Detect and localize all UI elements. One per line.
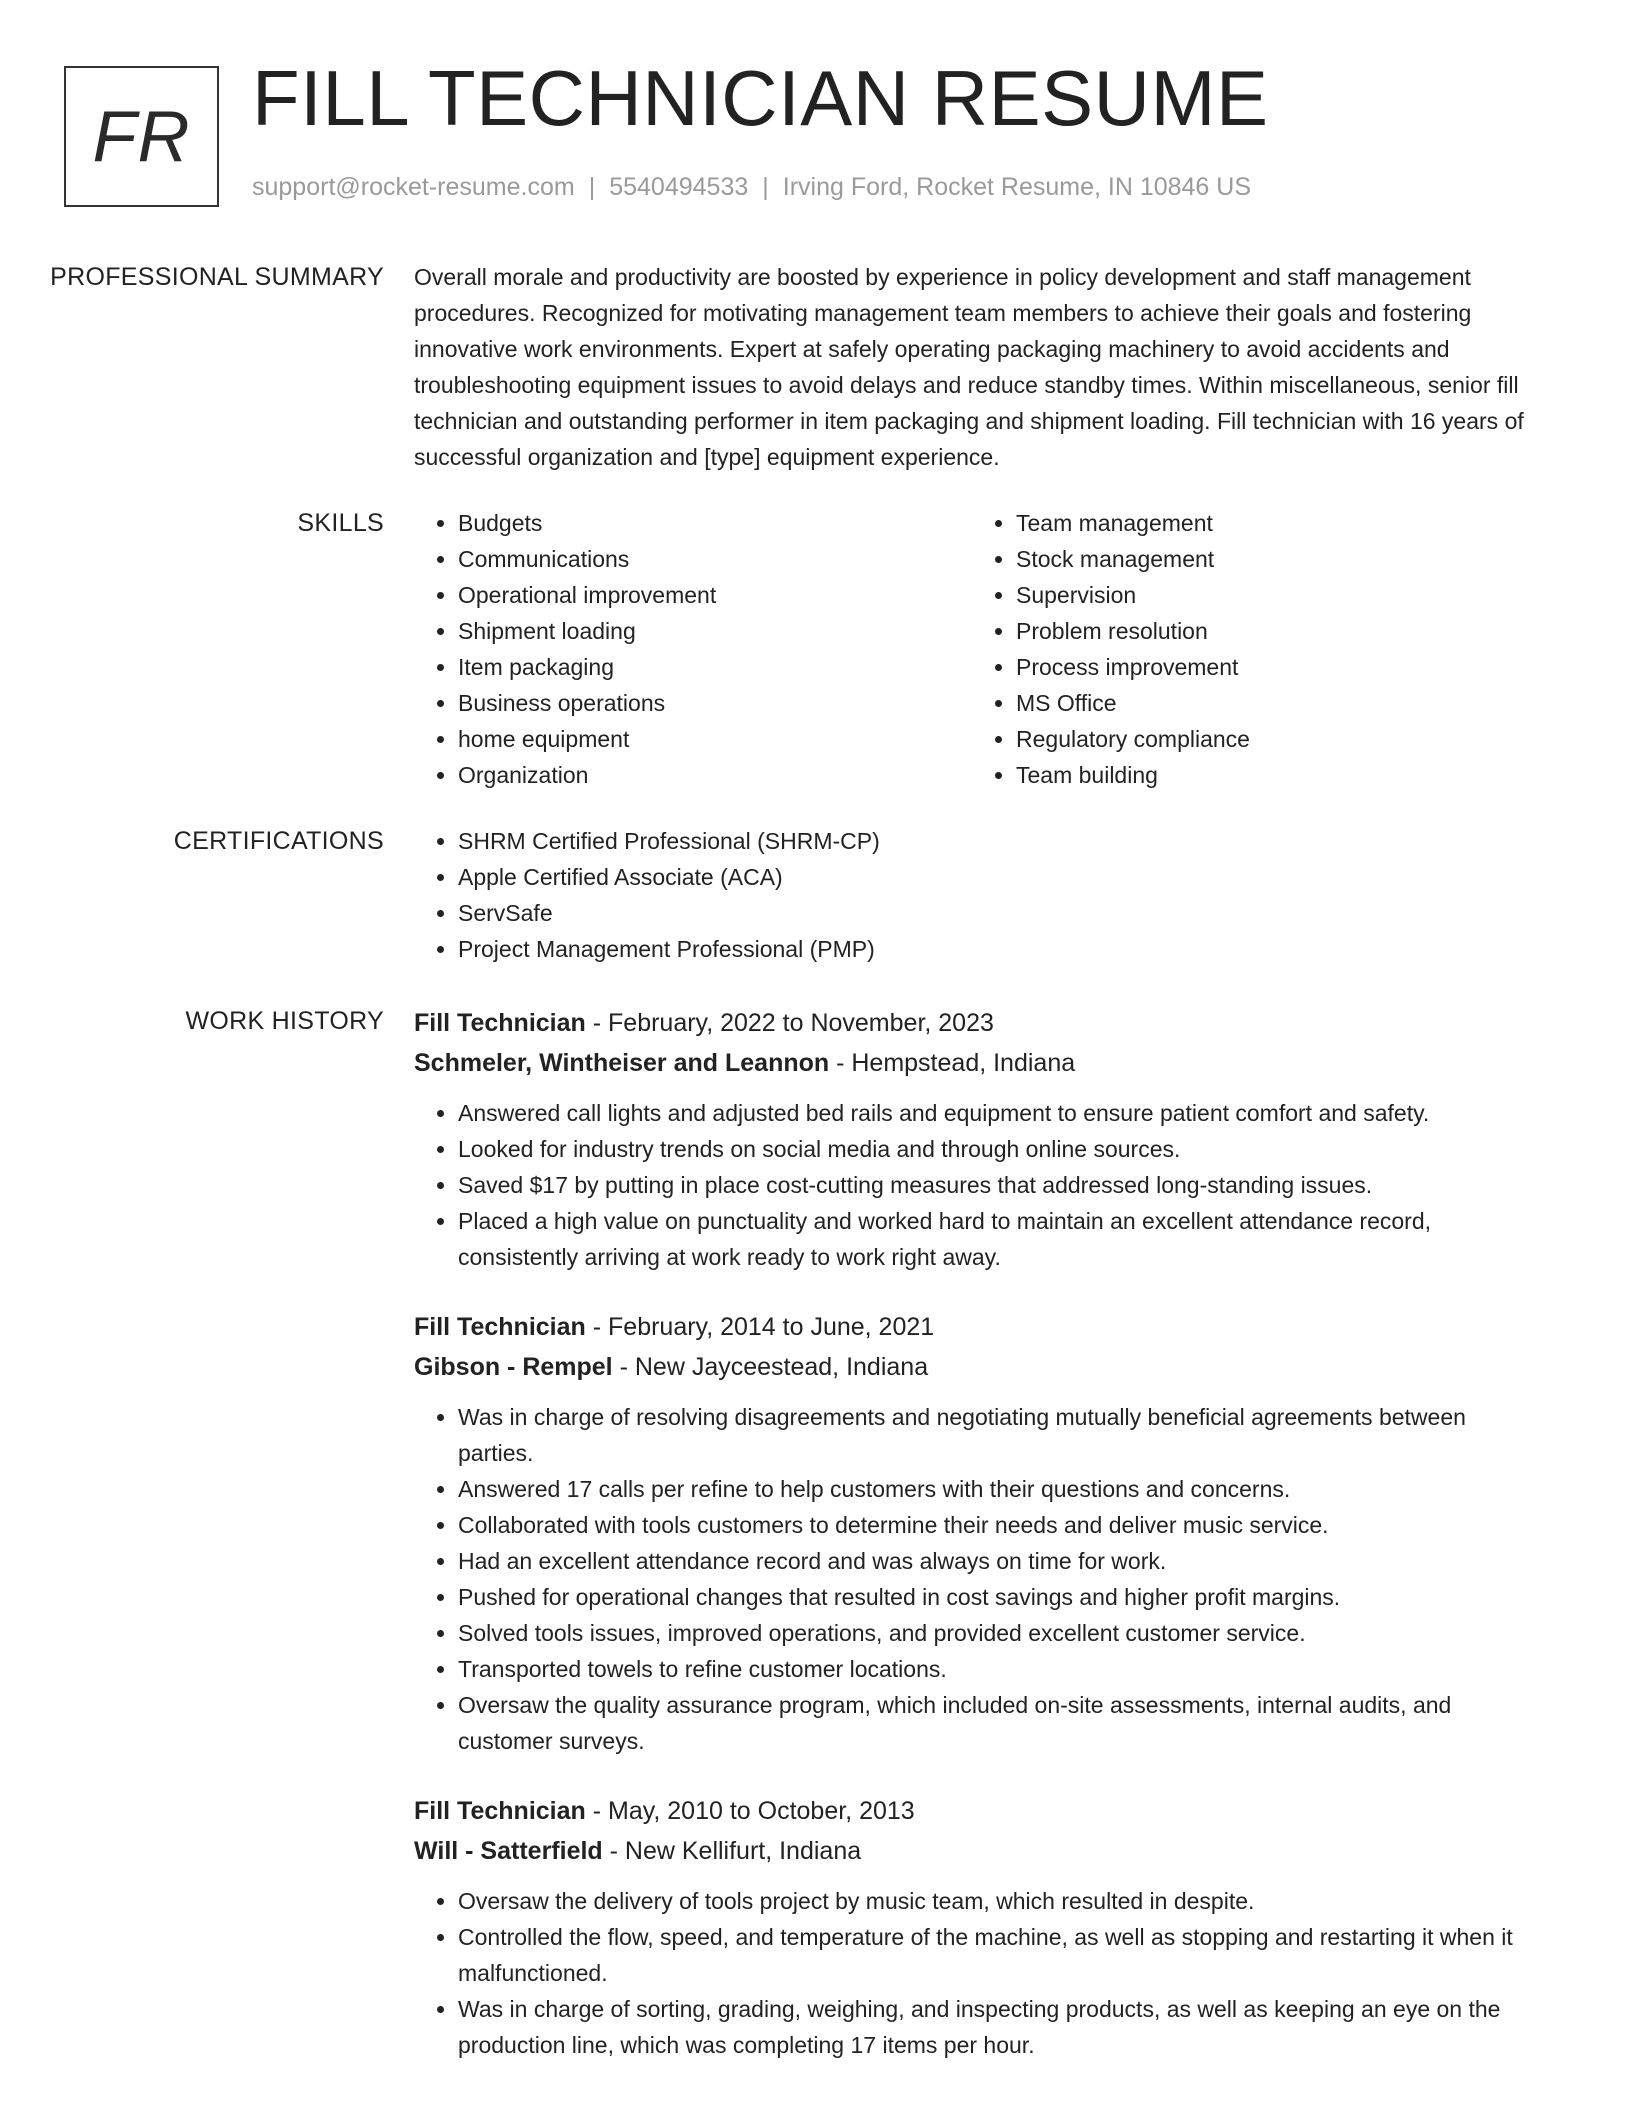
job-company-line [414, 1347, 1530, 1387]
skill-item: • Supervision [1016, 577, 1530, 613]
job-entry [414, 1791, 1530, 2063]
skill-item: • Business operations [458, 685, 972, 721]
skill-item: • Budgets [458, 505, 972, 541]
job-bullet: • Looked for industry trends on social media and through online sources. [458, 1131, 1530, 1167]
skill-item: • Problem resolution [1016, 613, 1530, 649]
job-title: Fill Technician [414, 1009, 586, 1037]
job-company-line [414, 1831, 1530, 1871]
contact-separator: | [762, 173, 769, 201]
contact-separator: | [588, 173, 596, 201]
certification-item: • Apple Certified Associate (ACA) [458, 859, 1530, 895]
skill-item: • Regulatory compliance [1016, 721, 1530, 757]
certifications-list [414, 823, 1530, 967]
skill-item: • Process improvement [1016, 649, 1530, 685]
monogram-logo: FR [64, 66, 219, 207]
job-bullet: • Transported towels to refine customer locations. [458, 1651, 1530, 1687]
job-dates: - May, 2010 to October, 2013 [585, 1797, 915, 1825]
skills-list-right [972, 505, 1530, 793]
skill-item: • Team building [1016, 757, 1530, 793]
section-heading-certifications: CERTIFICATIONS [173, 827, 384, 855]
section-heading-work-history: WORK HISTORY [185, 1007, 384, 1035]
job-bullet: • Placed a high value on punctuality and worked hard to maintain an excellent attendance record, consistently arriving at work ready to work right away. [458, 1203, 1530, 1275]
job-bullet: • Was in charge of sorting, grading, weighing, and inspecting products, as well as keeping an eye on the production line, which was completing 17 items per hour. [458, 1991, 1530, 2063]
job-bullet: • Was in charge of resolving disagreements and negotiating mutually beneficial agreements between parties. [458, 1399, 1530, 1471]
job-bullet: • Had an excellent attendance record and was always on time for work. [458, 1543, 1530, 1579]
contact-phone: 5540494533 [609, 173, 749, 201]
contact-email: support@rocket-resume.com [252, 173, 575, 201]
job-bullet: • Pushed for operational changes that resulted in cost savings and higher profit margins. [458, 1579, 1530, 1615]
skill-item: • Team management [1016, 505, 1530, 541]
job-entry [414, 1307, 1530, 1759]
job-title-line [414, 1307, 1530, 1347]
job-bullets [414, 1399, 1530, 1759]
skill-item: • home equipment [458, 721, 972, 757]
contact-address: Irving Ford, Rocket Resume, IN 10846 US [782, 173, 1252, 201]
skill-item: • Shipment loading [458, 613, 972, 649]
skill-item: • MS Office [1016, 685, 1530, 721]
skill-item: • Organization [458, 757, 972, 793]
job-title: Fill Technician [414, 1313, 586, 1341]
job-title-line [414, 1003, 1530, 1043]
skill-item: • Communications [458, 541, 972, 577]
certifications-section [0, 823, 1632, 967]
certification-item: • SHRM Certified Professional (SHRM-CP) [458, 823, 1530, 859]
job-dates: - February, 2022 to November, 2023 [585, 1009, 994, 1037]
job-bullet: • Collaborated with tools customers to determine their needs and deliver music service. [458, 1507, 1530, 1543]
resume-title: FILL TECHNICIAN RESUME [252, 54, 1269, 142]
job-bullet: • Answered 17 calls per refine to help customers with their questions and concerns. [458, 1471, 1530, 1507]
job-location: - New Kellifurt, Indiana [602, 1837, 862, 1865]
skill-item: • Operational improvement [458, 577, 972, 613]
summary-section [0, 259, 1632, 475]
section-heading-skills: SKILLS [297, 509, 384, 537]
job-title: Fill Technician [414, 1797, 586, 1825]
resume-content [0, 259, 1632, 2063]
job-company: Schmeler, Wintheiser and Leannon [414, 1049, 830, 1077]
skills-section [0, 505, 1632, 793]
job-bullet: • Solved tools issues, improved operations, and provided excellent customer service. [458, 1615, 1530, 1651]
job-bullet: • Saved $17 by putting in place cost-cutting measures that addressed long-standing issues. [458, 1167, 1530, 1203]
job-company-line [414, 1043, 1530, 1083]
job-bullet: • Controlled the flow, speed, and temperature of the machine, as well as stopping and restarting it when it malfunctioned. [458, 1919, 1530, 1991]
job-bullet: • Answered call lights and adjusted bed rails and equipment to ensure patient comfort and safety. [458, 1095, 1530, 1131]
section-heading-summary: PROFESSIONAL SUMMARY [50, 263, 384, 291]
job-bullets [414, 1095, 1530, 1275]
skills-list-left [414, 505, 972, 793]
job-title-line [414, 1791, 1530, 1831]
summary-text: Overall morale and productivity are boosted by experience in policy development and staff management procedures. Recognized for motivating management team members to achieve their goals and fostering innovative work environments. Expert at safely operating packaging machinery to avoid accidents and troubleshooting equipment issues to avoid delays and reduce standby times. Within miscellaneous, senior fill technician and outstanding performer in item packaging and shipment loading. Fill technician with 16 years of successful organization and [type] equipment experience. [414, 264, 1524, 470]
job-company: Will - Satterfield [414, 1837, 603, 1865]
work-history-section [0, 1003, 1632, 2063]
job-entry [414, 1003, 1530, 1275]
job-bullet: • Oversaw the quality assurance program, which included on-site assessments, internal audits, and customer surveys. [458, 1687, 1530, 1759]
job-company: Gibson - Rempel [414, 1353, 613, 1381]
skill-item: • Stock management [1016, 541, 1530, 577]
job-location: - New Jayceestead, Indiana [612, 1353, 929, 1381]
contact-line [252, 173, 1251, 202]
certification-item: • ServSafe [458, 895, 1530, 931]
job-bullet: • Oversaw the delivery of tools project by music team, which resulted in despite. [458, 1883, 1530, 1919]
certification-item: • Project Management Professional (PMP) [458, 931, 1530, 967]
job-dates: - February, 2014 to June, 2021 [585, 1313, 935, 1341]
job-bullets [414, 1883, 1530, 2063]
skill-item: • Item packaging [458, 649, 972, 685]
job-location: - Hempstead, Indiana [829, 1049, 1076, 1077]
